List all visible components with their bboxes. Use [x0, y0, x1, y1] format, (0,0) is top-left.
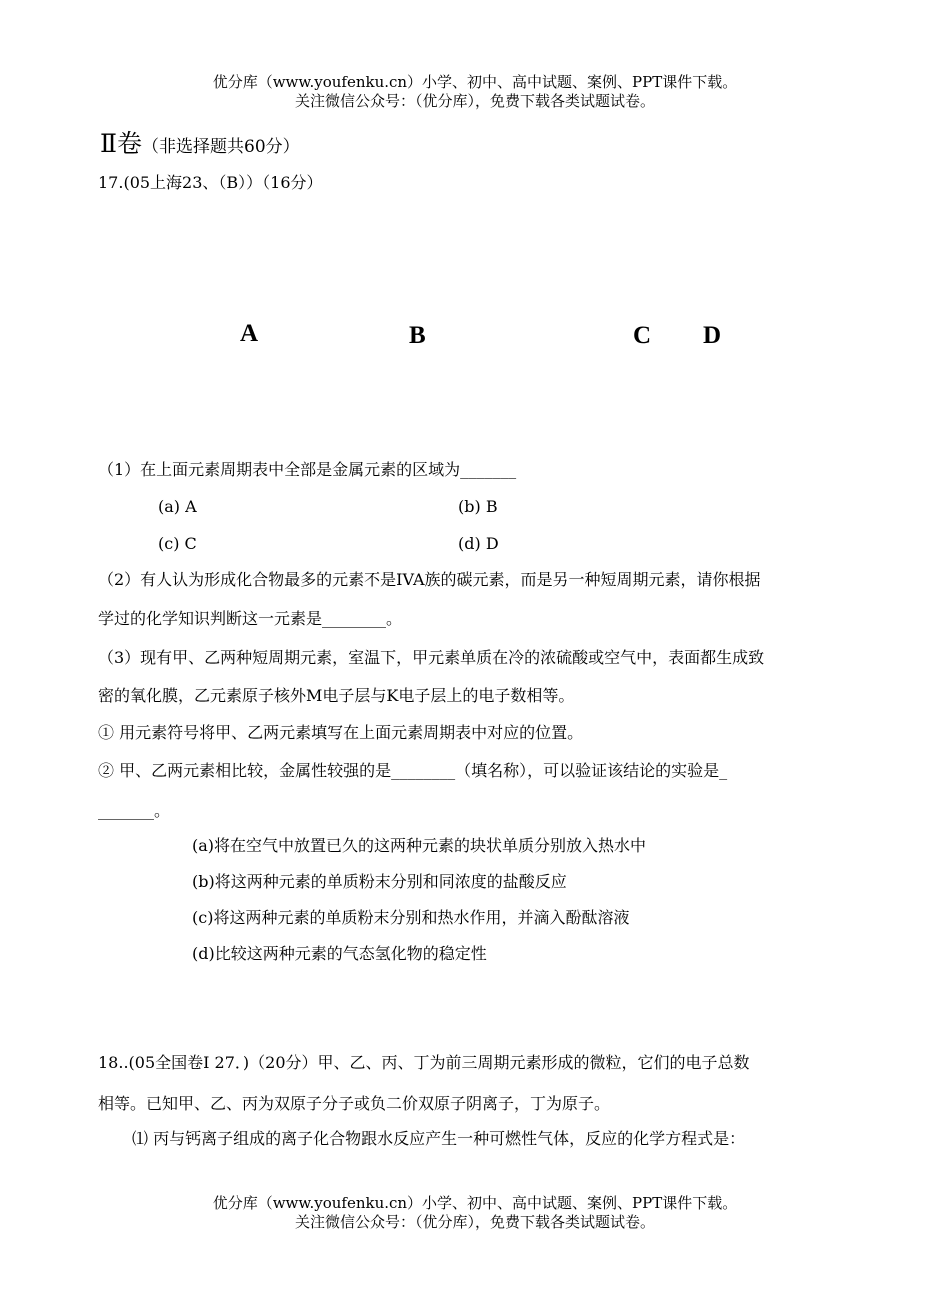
- q17-part3-item2-line2: _______。: [98, 801, 171, 820]
- q18-line1: 18..(05全国卷Ⅰ 27．)（20分）甲、乙、丙、丁为前三周期元素形成的微粒，它们的电子总数: [98, 1053, 750, 1072]
- table-label-d: D: [703, 322, 722, 349]
- footer-line-2: 关注微信公众号：（优分库），免费下载各类试题试卷。: [294, 1213, 655, 1231]
- q17-part3-option-c: (c)将这两种元素的单质粉末分别和热水作用，并滴入酚酞溶液: [192, 908, 630, 927]
- section-title: [100, 128, 300, 163]
- table-label-b: B: [409, 322, 426, 349]
- q17-part1-option-c: (c) C: [158, 534, 197, 553]
- footer-line-1: 优分库（www.youfenku.cn）小学、初中、高中试题、案例、PPT课件下载。: [212, 1194, 738, 1212]
- section-title-note: （非选择题共60分）: [142, 137, 300, 157]
- q18-line2: 相等。已知甲、乙、丙为双原子分子或负二价双原子阴离子，丁为原子。: [98, 1094, 611, 1113]
- q17-heading: 17.(05上海23、（B））（16分）: [98, 173, 323, 192]
- q17-part3-item2-line1: ② 甲、乙两元素相比较，金属性较强的是________（填名称），可以验证该结论的实验是_: [98, 761, 728, 780]
- q17-part2-line2: 学过的化学知识判断这一元素是________。: [98, 609, 403, 628]
- header-line-2: 关注微信公众号：（优分库），免费下载各类试题试卷。: [294, 92, 655, 110]
- q17-part3-option-b: (b)将这两种元素的单质粉末分别和同浓度的盐酸反应: [192, 872, 567, 891]
- q17-part2-line1: （2）有人认为形成化合物最多的元素不是IVA族的碳元素，而是另一种短周期元素，请你根据: [98, 570, 761, 589]
- q17-part3-option-a: (a)将在空气中放置已久的这两种元素的块状单质分别放入热水中: [192, 836, 647, 855]
- q17-part3-item1: ① 用元素符号将甲、乙两元素填写在上面元素周期表中对应的位置。: [98, 723, 584, 742]
- q17-part1: （1）在上面元素周期表中全部是金属元素的区域为_______: [98, 460, 517, 479]
- section-title-main: Ⅱ卷: [100, 129, 142, 158]
- table-label-a: A: [240, 320, 259, 347]
- table-label-c: C: [633, 322, 652, 349]
- q17-part3-line1: （3）现有甲、乙两种短周期元素，室温下，甲元素单质在冷的浓硫酸或空气中，表面都生成致: [98, 648, 765, 667]
- header-line-1: 优分库（www.youfenku.cn）小学、初中、高中试题、案例、PPT课件下载。: [212, 73, 738, 91]
- q17-part3-option-d: (d)比较这两种元素的气态氢化物的稳定性: [192, 944, 487, 963]
- q17-part1-option-d: (d) D: [458, 534, 499, 553]
- q17-part3-line2: 密的氧化膜，乙元素原子核外M电子层与K电子层上的电子数相等。: [98, 686, 575, 705]
- q17-part1-option-b: (b) B: [458, 497, 498, 516]
- q17-part1-option-a: (a) A: [158, 497, 197, 516]
- q18-item1: ⑴ 丙与钙离子组成的离子化合物跟水反应产生一种可燃性气体，反应的化学方程式是：: [132, 1129, 746, 1148]
